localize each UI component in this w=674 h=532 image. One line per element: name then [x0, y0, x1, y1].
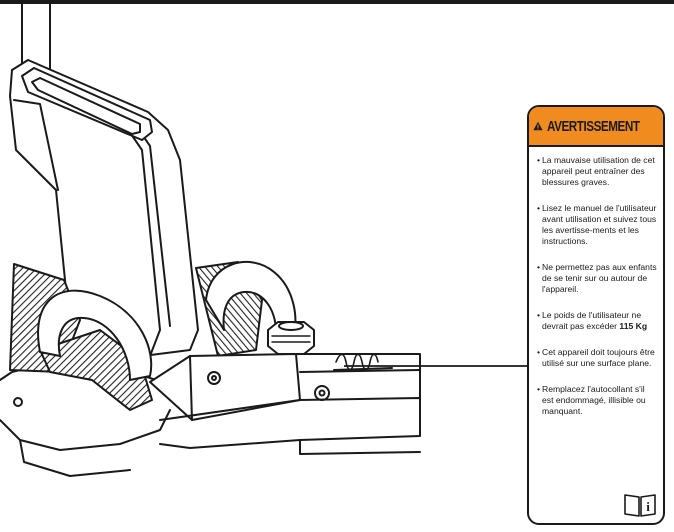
warning-triangle-icon [533, 114, 543, 138]
manual-glyph: i [646, 499, 650, 514]
warning-item: • Lisez le manuel de l'utilisateur avant utilisation et suivez tous les avertisse-ments et les instructions. [537, 203, 657, 246]
warning-label [527, 105, 665, 525]
warning-label-header [529, 107, 663, 147]
warning-item: • La mauvaise utilisation de cet appareil peut entraîner des blessures graves. [537, 155, 655, 187]
warning-item: • Remplacez l'autocollant s'il est endommagé, illisible ou manquant. [537, 384, 646, 416]
max-weight-value: 115 Kg [619, 321, 648, 331]
warning-item: • Ne permettez pas aux enfants de se tenir sur ou autour de l'appareil. [537, 262, 657, 294]
warning-title: AVERTISSEMENT [547, 117, 640, 135]
read-manual-icon [623, 491, 657, 517]
warning-item: • Cet appareil doit toujours être utilisé sur une surface plane. [537, 347, 655, 368]
warning-list [529, 147, 663, 417]
warning-item: • Le poids de l'utilisateur ne devrait pas excéder 115 Kg [537, 310, 648, 331]
